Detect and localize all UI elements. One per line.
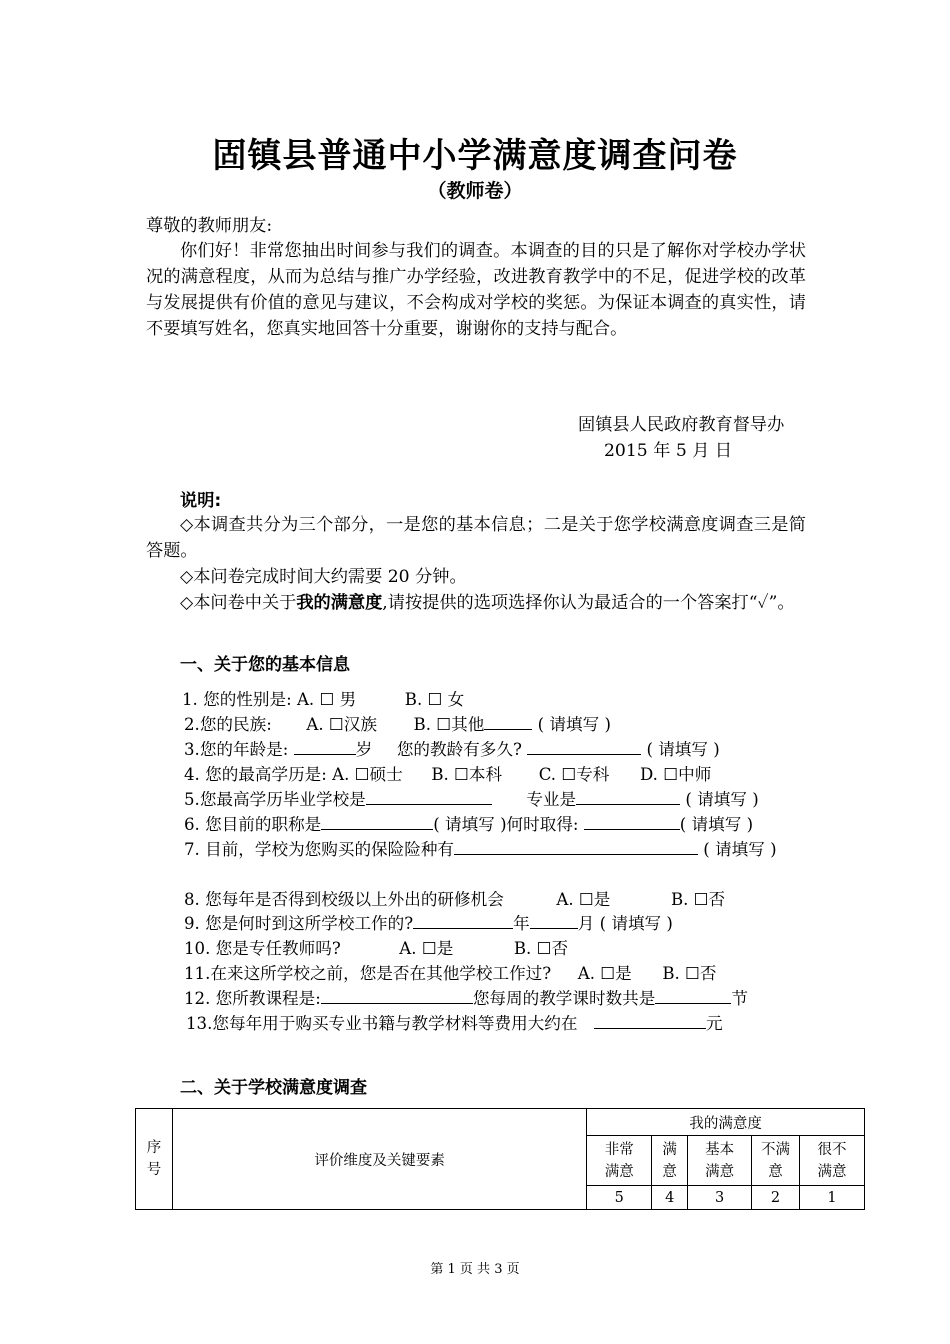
instructions-heading: 说明: — [180, 491, 222, 511]
q3-text2: 您的教龄有多久? — [396, 740, 522, 759]
q2-text: 2.您的民族: — [184, 715, 272, 734]
q12-text2: 您每周的教学课时数共是 — [472, 989, 656, 1008]
satisfaction-table — [135, 1108, 865, 1210]
question-1 — [182, 686, 464, 710]
q12-unit: 节 — [731, 989, 748, 1008]
q12-hours-blank[interactable] — [655, 985, 731, 1004]
question-3 — [184, 736, 720, 760]
option-label-3: 基本 满意 — [688, 1136, 752, 1186]
q9-text: 9. 您是何时到这所学校工作的? — [184, 914, 414, 933]
q7-insurance-blank[interactable] — [454, 836, 698, 855]
option-score-3: 3 — [688, 1186, 752, 1210]
q4-option-d[interactable]: D. ☐中师 — [639, 765, 712, 784]
q3-text: 3.您的年龄是: — [184, 740, 289, 759]
q5-text2: 专业是 — [526, 790, 577, 809]
question-4 — [184, 761, 711, 785]
q3-teaching-years-blank[interactable] — [527, 736, 641, 755]
q2-option-a[interactable]: A. ☐汉族 — [306, 715, 377, 734]
q9-year: 年 — [513, 914, 530, 933]
option-label-2: 不满 意 — [752, 1136, 800, 1186]
q3-note: ( 请填写 ) — [646, 740, 720, 759]
q6-title-blank[interactable] — [321, 811, 433, 830]
question-9 — [184, 910, 673, 934]
instruction-item-3-bold: 我的满意度 — [296, 593, 383, 613]
page-footer: 第 1 页 共 3 页 — [430, 1262, 520, 1277]
option-label-5: 非常 满意 — [587, 1136, 652, 1186]
q9-year-blank[interactable] — [413, 910, 513, 929]
q5-major-blank[interactable] — [576, 786, 680, 805]
header-serial-number: 序 号 — [136, 1109, 173, 1210]
q6-note1: ( 请填写 )何时取得: — [433, 815, 579, 834]
q9-month: 月 ( 请填写 ) — [577, 914, 673, 933]
q4-option-a[interactable]: A. ☐硕士 — [332, 765, 403, 784]
page-subtitle: （教师卷） — [427, 180, 523, 202]
option-score-2: 2 — [752, 1186, 800, 1210]
section2-heading: 二、关于学校满意度调查 — [180, 1078, 367, 1098]
q5-note: ( 请填写 ) — [685, 790, 759, 809]
header-satisfaction-group: 我的满意度 — [587, 1109, 865, 1136]
option-score-4: 4 — [652, 1186, 688, 1210]
option-score-1: 1 — [800, 1186, 865, 1210]
q4-option-c[interactable]: C. ☐专科 — [538, 765, 610, 784]
q13-cost-blank[interactable] — [594, 1010, 706, 1029]
question-8 — [184, 886, 725, 910]
q11-option-b[interactable]: B. ☐否 — [662, 964, 717, 983]
q4-text: 4. 您的最高学历是: — [184, 765, 327, 784]
q1-text[interactable]: 1. 您的性别是: A. ☐ 男 — [182, 690, 357, 709]
option-label-4: 满 意 — [652, 1136, 688, 1186]
q9-month-blank[interactable] — [530, 910, 578, 929]
q3-unit: 岁 — [355, 740, 373, 759]
q5-school-blank[interactable] — [366, 786, 492, 805]
question-11 — [184, 960, 717, 984]
question-2 — [184, 711, 611, 735]
question-13 — [186, 1010, 723, 1034]
q11-text: 11.在来这所学校之前，您是否在其他学校工作过? — [184, 964, 552, 983]
q8-option-a[interactable]: A. ☐是 — [556, 890, 611, 909]
instruction-item-2: ◇本问卷完成时间大约需要 20 分钟。 — [180, 567, 467, 587]
q2-option-b[interactable]: B. ☐其他 — [413, 715, 485, 734]
q12-course-blank[interactable] — [321, 985, 473, 1004]
signature-date: 2015 年 5 月 日 — [604, 441, 733, 461]
intro-paragraph: 你们好！非常您抽出时间参与我们的调查。本调查的目的只是了解你对学校办学状况的满意程度，从而为总结与推广办学经验，改进教育教学中的不足，促进学校的改革与发展提供有价值的意见与建议，不会构成对学校的奖惩。为保证本调查的真实性，请不要填写姓名，您真实地回答十分重要，谢谢你的支持与配合。 — [146, 241, 806, 339]
page-title: 固镇县普通中小学满意度调查问卷 — [212, 136, 738, 176]
q5-text: 5.您最高学历毕业学校是 — [184, 790, 366, 809]
q3-age-blank[interactable] — [294, 736, 356, 755]
q13-text: 13.您每年用于购买专业书籍与教学材料等费用大约在 — [186, 1014, 578, 1033]
q13-unit: 元 — [706, 1014, 723, 1033]
q4-option-b[interactable]: B. ☐本科 — [431, 765, 503, 784]
q10-text: 10. 您是专任教师吗? — [184, 939, 341, 958]
q6-date-blank[interactable] — [584, 811, 680, 830]
option-score-5: 5 — [587, 1186, 652, 1210]
question-10 — [184, 935, 568, 959]
section1-heading: 一、关于您的基本信息 — [180, 655, 350, 675]
q11-option-a[interactable]: A. ☐是 — [577, 964, 632, 983]
q2-other-blank[interactable] — [484, 711, 532, 730]
q7-note: ( 请填写 ) — [703, 840, 777, 859]
signature-org: 固镇县人民政府教育督导办 — [578, 415, 785, 435]
question-7 — [184, 836, 777, 860]
q7-text: 7. 目前，学校为您购买的保险险种有 — [184, 840, 455, 859]
header-dimension: 评价维度及关键要素 — [172, 1109, 586, 1210]
instruction-item-1: ◇本调查共分为三个部分，一是您的基本信息；二是关于您学校满意度调查三是简答题。 — [146, 515, 806, 561]
question-6 — [184, 811, 753, 835]
instruction-item-3-post: ,请按提供的选项选择你认为最适合的一个答案打“✓”。 — [382, 593, 795, 613]
option-label-1: 很不 满意 — [800, 1136, 865, 1186]
question-12 — [184, 985, 748, 1009]
q6-note2: ( 请填写 ) — [679, 815, 754, 834]
q8-option-b[interactable]: B. ☐否 — [670, 890, 726, 909]
q1-option-b[interactable]: B. ☐ 女 — [404, 690, 465, 709]
greeting: 尊敬的教师朋友: — [146, 216, 273, 236]
q10-option-b[interactable]: B. ☐否 — [513, 939, 569, 958]
q2-note: ( 请填写 ) — [537, 715, 611, 734]
instruction-item-3-pre: ◇本问卷中关于 — [180, 593, 297, 613]
instruction-item-3 — [146, 590, 806, 616]
q6-text: 6. 您目前的职称是 — [184, 815, 322, 834]
q8-text: 8. 您每年是否得到校级以上外出的研修机会 — [184, 890, 504, 909]
q12-text: 12. 您所教课程是: — [184, 989, 321, 1008]
q10-option-a[interactable]: A. ☐是 — [399, 939, 454, 958]
question-5 — [184, 786, 759, 810]
